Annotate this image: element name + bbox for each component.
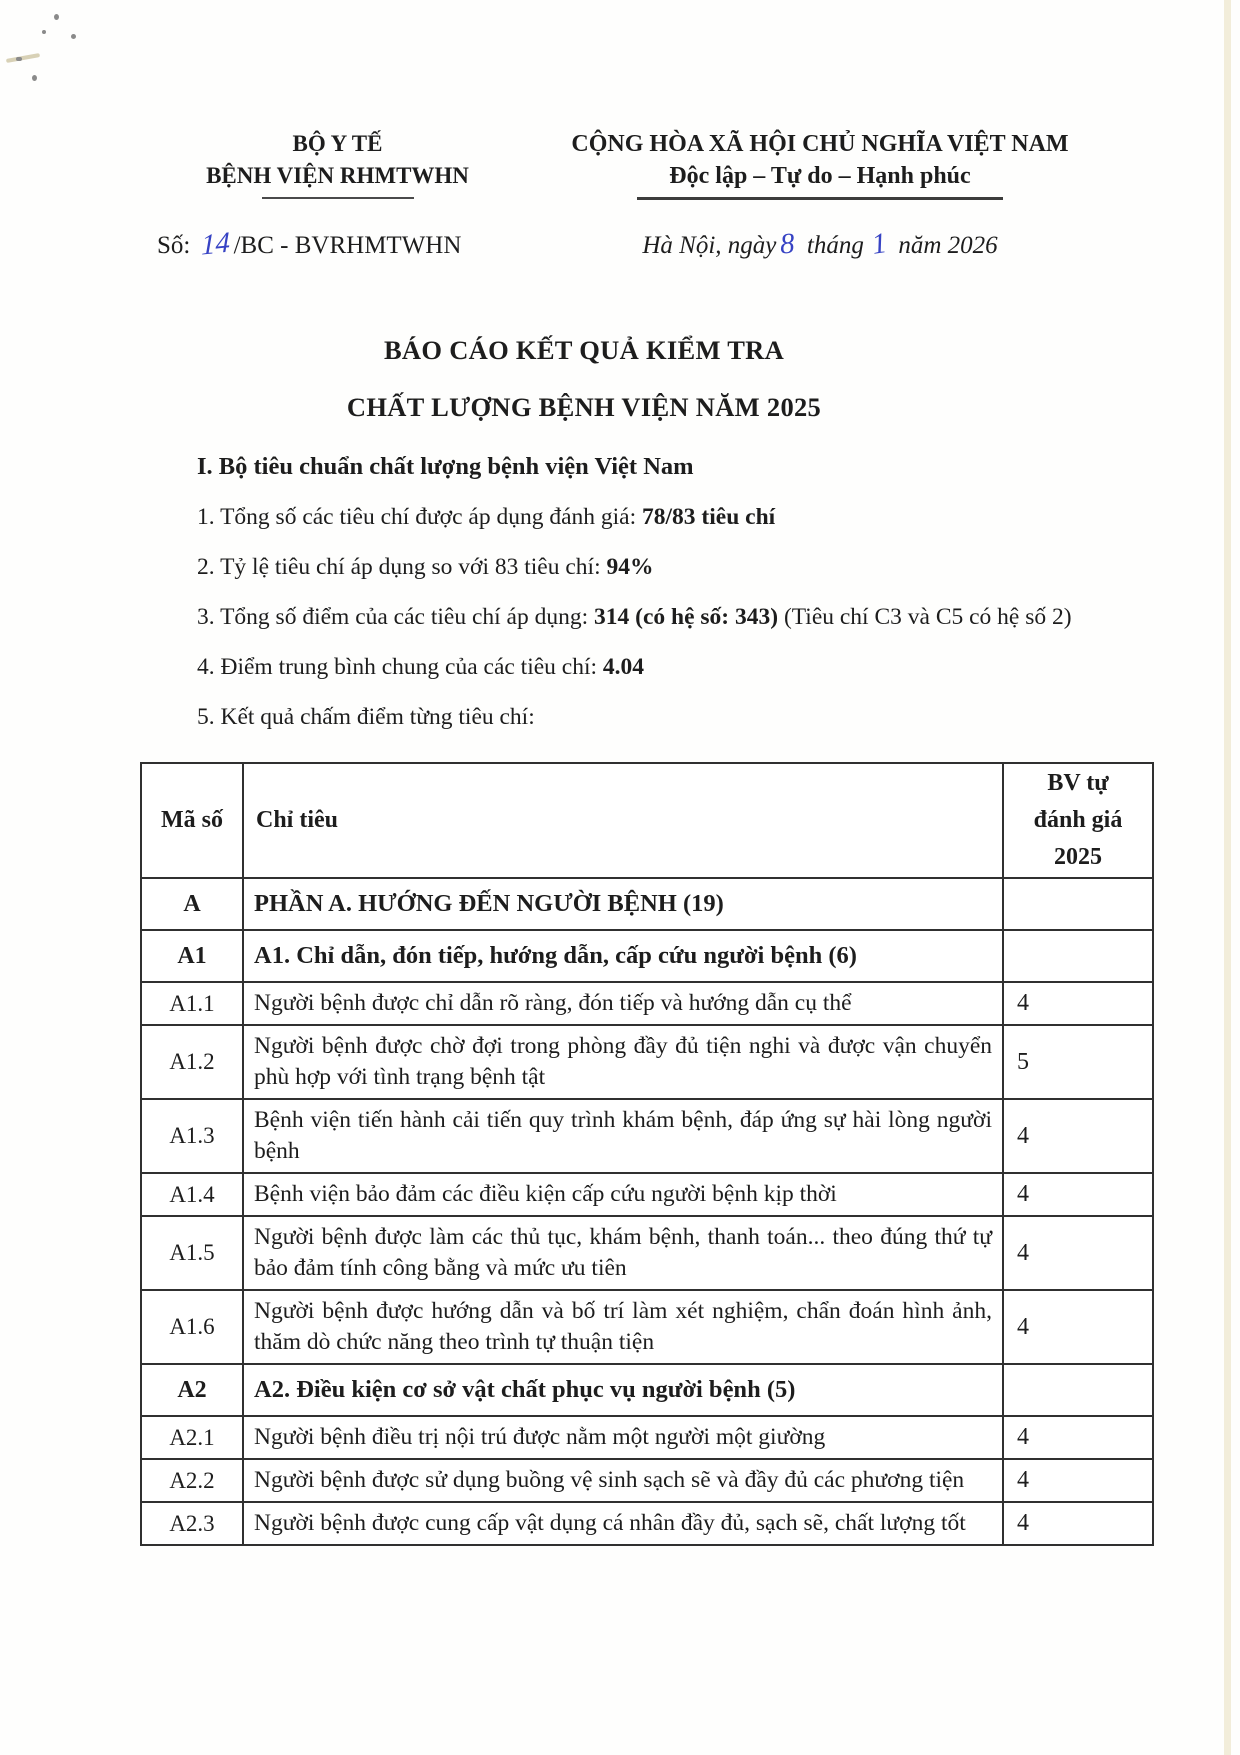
list-item-2 <box>145 542 1095 592</box>
item-value: 78/83 tiêu chí <box>642 504 776 530</box>
cell-score: 4 <box>1003 982 1153 1025</box>
cell-criteria: Người bệnh được chờ đợi trong phòng đầy đủ tiện nghi và được vận chuyển phù hợp với tình trạng bệnh tật <box>243 1025 1003 1099</box>
cell-score: 4 <box>1003 1459 1153 1502</box>
cell-score: 4 <box>1003 1173 1153 1216</box>
score-header-line: BV tự <box>1047 770 1109 796</box>
table-row <box>141 1099 1153 1173</box>
cell-code: A1.1 <box>141 982 243 1025</box>
item-text: 3. Tổng số điểm của các tiêu chí áp dụng: <box>197 604 594 630</box>
date-tail: năm 2026 <box>898 232 998 259</box>
table-row <box>141 1216 1153 1290</box>
cell-score <box>1003 878 1153 930</box>
cell-code: A1.4 <box>141 1173 243 1216</box>
cell-criteria: A2. Điều kiện cơ sở vật chất phục vụ người bệnh (5) <box>243 1364 1003 1416</box>
report-title-line2: CHẤT LƯỢNG BỆNH VIỆN NĂM 2025 <box>346 392 822 422</box>
report-title <box>100 322 1068 436</box>
column-header-score <box>1003 763 1153 878</box>
document-number <box>140 226 535 262</box>
cell-criteria: Người bệnh được cung cấp vật dụng cá nhân đầy đủ, sạch sẽ, chất lượng tốt <box>243 1502 1003 1545</box>
table-row <box>141 1025 1153 1099</box>
cell-score: 4 <box>1003 1502 1153 1545</box>
scan-speck <box>54 14 59 20</box>
cell-code: A2.2 <box>141 1459 243 1502</box>
cell-criteria: Người bệnh được sử dụng buồng vệ sinh sạch sẽ và đầy đủ các phương tiện <box>243 1459 1003 1502</box>
cell-code: A1.5 <box>141 1216 243 1290</box>
cell-criteria: Người bệnh điều trị nội trú được nằm một người một giường <box>243 1416 1003 1459</box>
criteria-table-body <box>141 878 1153 1545</box>
table-header-row <box>141 763 1153 878</box>
org-underline <box>262 197 414 199</box>
national-title: CỘNG HÒA XÃ HỘI CHỦ NGHĨA VIỆT NAM <box>571 131 1069 157</box>
issuing-org-block <box>140 128 535 200</box>
scan-speck <box>16 57 22 61</box>
section-heading: I. Bộ tiêu chuẩn chất lượng bệnh viện Việt Nam <box>197 453 694 480</box>
handwritten-month: 1 <box>869 227 889 261</box>
cell-criteria: Người bệnh được hướng dẫn và bố trí làm xét nghiệm, chẩn đoán hình ảnh, thăm dò chức năng theo trình tự thuận tiện <box>243 1290 1003 1364</box>
cell-score: 4 <box>1003 1099 1153 1173</box>
cell-code: A <box>141 878 243 930</box>
criteria-table <box>140 762 1154 1546</box>
column-header-criteria: Chỉ tiêu <box>243 763 1003 878</box>
table-row <box>141 1290 1153 1364</box>
list-item-4 <box>145 642 1095 692</box>
scan-page-edge <box>1224 0 1231 1755</box>
cell-score: 4 <box>1003 1290 1153 1364</box>
cell-code: A1 <box>141 930 243 982</box>
item-tail: (Tiêu chí C3 và C5 có hệ số 2) <box>778 604 1072 630</box>
report-title-line1: BÁO CÁO KẾT QUẢ KIỂM TRA <box>383 335 785 365</box>
doc-number-label: Số: <box>157 232 197 259</box>
item-text: 4. Điểm trung bình chung của các tiêu chí: <box>197 654 603 680</box>
ministry-name: BỘ Y TẾ <box>292 131 383 156</box>
place-date-line <box>535 227 1105 261</box>
table-row <box>141 1364 1153 1416</box>
document-header <box>140 0 1105 200</box>
cell-criteria: Người bệnh được làm các thủ tục, khám bệnh, thanh toán... theo đúng thứ tự bảo đảm tính công bằng và mức ưu tiên <box>243 1216 1003 1290</box>
cell-criteria: PHẦN A. HƯỚNG ĐẾN NGƯỜI BỆNH (19) <box>243 878 1003 930</box>
date-lead: Hà Nội, ngày <box>642 232 777 259</box>
cell-criteria: A1. Chỉ dẫn, đón tiếp, hướng dẫn, cấp cứu người bệnh (6) <box>243 930 1003 982</box>
score-header-line: 2025 <box>1054 844 1102 870</box>
cell-code: A1.3 <box>141 1099 243 1173</box>
hospital-name: BỆNH VIỆN RHMTWHN <box>206 163 469 188</box>
column-header-code: Mã số <box>141 763 243 878</box>
table-row <box>141 1173 1153 1216</box>
cell-criteria: Bệnh viện bảo đảm các điều kiện cấp cứu người bệnh kịp thời <box>243 1173 1003 1216</box>
cell-code: A1.2 <box>141 1025 243 1099</box>
cell-code: A2.1 <box>141 1416 243 1459</box>
table-row <box>141 1416 1153 1459</box>
national-motto: Độc lập – Tự do – Hạnh phúc <box>669 163 971 189</box>
list-item-5 <box>145 692 1095 742</box>
cell-score: 4 <box>1003 1416 1153 1459</box>
item-text: 1. Tổng số các tiêu chí được áp dụng đánh giá: <box>197 504 643 530</box>
scan-speck <box>32 75 37 81</box>
date-mid: tháng <box>806 232 864 259</box>
report-body <box>145 442 1095 742</box>
cell-code: A2.3 <box>141 1502 243 1545</box>
item-value: 314 (có hệ số: 343) <box>594 604 779 630</box>
item-value: 94% <box>606 554 654 580</box>
scan-speck <box>42 30 46 34</box>
scan-pen-mark <box>6 53 40 63</box>
list-item-3 <box>145 592 1095 642</box>
table-row <box>141 878 1153 930</box>
scan-speck <box>71 34 76 39</box>
document-meta-row <box>140 226 1105 262</box>
list-item-1 <box>145 492 1095 542</box>
cell-criteria: Bệnh viện tiến hành cải tiến quy trình khám bệnh, đáp ứng sự hài lòng người bệnh <box>243 1099 1003 1173</box>
score-header-line: đánh giá <box>1033 807 1123 833</box>
doc-number-handwritten: 14 <box>200 226 230 262</box>
item-value: 4.04 <box>602 654 645 680</box>
doc-number-suffix: /BC - BVRHMTWHN <box>233 232 462 259</box>
cell-code: A1.6 <box>141 1290 243 1364</box>
table-row <box>141 930 1153 982</box>
item-text: 5. Kết quả chấm điểm từng tiêu chí: <box>197 704 535 730</box>
cell-score: 5 <box>1003 1025 1153 1099</box>
table-row <box>141 1459 1153 1502</box>
cell-code: A2 <box>141 1364 243 1416</box>
cell-criteria: Người bệnh được chỉ dẫn rõ ràng, đón tiếp và hướng dẫn cụ thể <box>243 982 1003 1025</box>
handwritten-day: 8 <box>779 227 796 261</box>
item-text: 2. Tỷ lệ tiêu chí áp dụng so với 83 tiêu chí: <box>197 554 607 580</box>
table-row <box>141 982 1153 1025</box>
cell-score <box>1003 930 1153 982</box>
cell-score <box>1003 1364 1153 1416</box>
national-header-block <box>535 128 1105 200</box>
motto-underline <box>637 197 1003 200</box>
table-row <box>141 1502 1153 1545</box>
cell-score: 4 <box>1003 1216 1153 1290</box>
